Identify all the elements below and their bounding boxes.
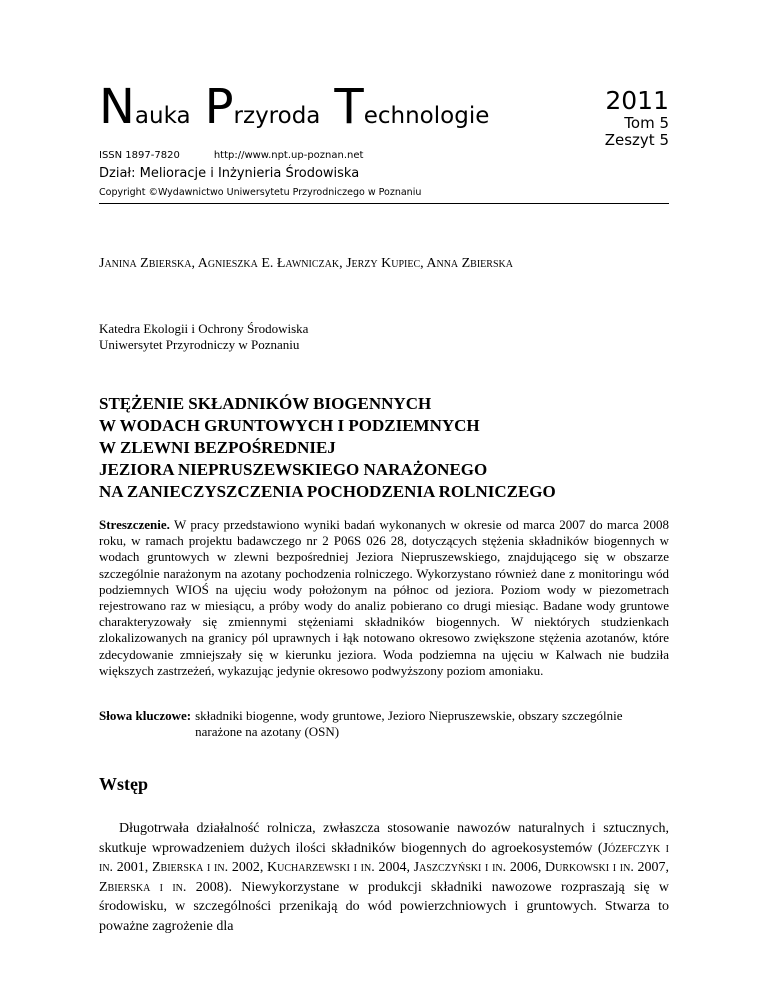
citation-author: Durkowski i in. <box>545 860 634 875</box>
volume-number: Tom 5 <box>624 114 669 132</box>
abstract <box>99 517 669 679</box>
intro-text-end: ). Niewykorzystane w produkcji składniki nawozowe rozpraszają się w środowisku, w szczególności przenikają do wód powierzchniowych i gruntowych. Stwarza to poważne zagrożenie dla <box>99 879 670 934</box>
article-title <box>99 393 556 503</box>
citation-year: 2007, <box>633 860 670 875</box>
affiliation <box>99 321 308 353</box>
citation-year: 2004, <box>374 860 414 875</box>
journal-meta <box>99 150 363 161</box>
citation-author: Zbierska i in. <box>151 860 229 875</box>
title-line: NA ZANIECZYSZCZENIA POCHODZENIA ROLNICZEGO <box>99 482 556 501</box>
affiliation-department: Katedra Ekologii i Ochrony Środowiska <box>99 321 309 336</box>
citation-year: 2001, <box>113 860 152 875</box>
journal-title-p-initial: P <box>204 79 234 135</box>
intro-text-start: Długotrwała działalność rolnicza, zwłaszcza stosowanie nawozów naturalnych i sztucznych, skutkuje wprowadzeniem dużych ilości składników biogennych do agroekosystemów ( <box>99 821 669 856</box>
journal-title-n-rest: auka <box>134 103 191 129</box>
citation-year: 2002, <box>228 860 268 875</box>
keywords <box>99 708 669 740</box>
journal-title-t-initial: T <box>334 79 364 135</box>
intro-paragraph <box>99 819 669 936</box>
title-line: STĘŻENIE SKŁADNIKÓW BIOGENNYCH <box>99 394 432 413</box>
citation-year: 2006, <box>506 860 546 875</box>
affiliation-university: Uniwersytet Przyrodniczy w Poznaniu <box>99 337 300 352</box>
header-divider <box>99 203 669 204</box>
department: Dział: Melioracje i Inżynieria Środowiska <box>99 166 360 181</box>
keywords-label: Słowa kluczowe: <box>99 708 192 723</box>
copyright: Copyright ©Wydawnictwo Uniwersytetu Przyrodniczego w Poznaniu <box>99 187 422 198</box>
issue-number: Zeszyt 5 <box>604 131 669 149</box>
journal-title-t-rest: echnologie <box>363 103 490 129</box>
author-list: Janina Zbierska, Agnieszka E. Ławniczak, Jerzy Kupiec, Anna Zbierska <box>99 256 513 271</box>
publication-year: 2011 <box>605 86 669 115</box>
issn: ISSN 1897-7820 <box>99 150 180 161</box>
title-line: W ZLEWNI BEZPOŚREDNIEJ <box>99 438 336 457</box>
journal-title-p-rest: rzyroda <box>233 103 321 129</box>
issue-info <box>605 86 669 149</box>
section-heading: Wstęp <box>99 774 148 794</box>
citation-author: Józefczyk i in. <box>99 840 669 875</box>
citation-year: 2008 <box>186 879 224 895</box>
citation-author: Kucharzewski i in. <box>267 860 375 875</box>
citation-author: Jaszczyński i in. <box>413 860 507 875</box>
title-line: JEZIORA NIEPRUSZEWSKIEGO NARAŻONEGO <box>99 460 488 479</box>
abstract-text: W pracy przedstawiono wyniki badań wykonanych w okresie od marca 2007 do marca 2008 roku, w ramach projektu badawczego nr 2 P06S 026 28, dotyczących stężenia składników biogennych w wodach gruntowych w zlewni bezpośredniej Jeziora Niepruszewskiego, znajdującego się w obszarze szczególnie narażonym na azotany pochodzenia rolniczego. Wykorzystano również dane z monitoringu wód podziemnych WIOŚ na ujęciu wody położonym na północ od jeziora. Poziom wody w piezometrach rejestrowano raz w miesiącu, a próby wody do analiz pobierano co drugi miesiąc. Badane wody gruntowe charakteryzowały się zmiennymi stężeniami składników biogennych. W niektórych studzienkach zlokalizowanych na granicy pól uprawnych i łąk notowano okresowo zwiększone stężenia azotanów, które zdecydowanie zmniejszały się w kierunku jeziora. Woda podziemna na ujęciu w Kalwach nie budziła większych zastrzeżeń, wykazując jedynie okresowo podwyższony poziom amoniaku. <box>99 517 670 678</box>
journal-title-n-initial: N <box>99 79 135 135</box>
journal-title <box>99 79 503 135</box>
citation-author: Zbierska i in. <box>99 879 187 895</box>
abstract-label: Streszczenie. <box>99 517 170 532</box>
title-line: W WODACH GRUNTOWYCH I PODZIEMNYCH <box>99 416 480 435</box>
keywords-text: składniki biogenne, wody gruntowe, Jezioro Niepruszewskie, obszary szczególnie narażone na azotany (OSN) <box>195 708 623 740</box>
journal-url[interactable]: http://www.npt.up-poznan.net <box>213 150 364 161</box>
